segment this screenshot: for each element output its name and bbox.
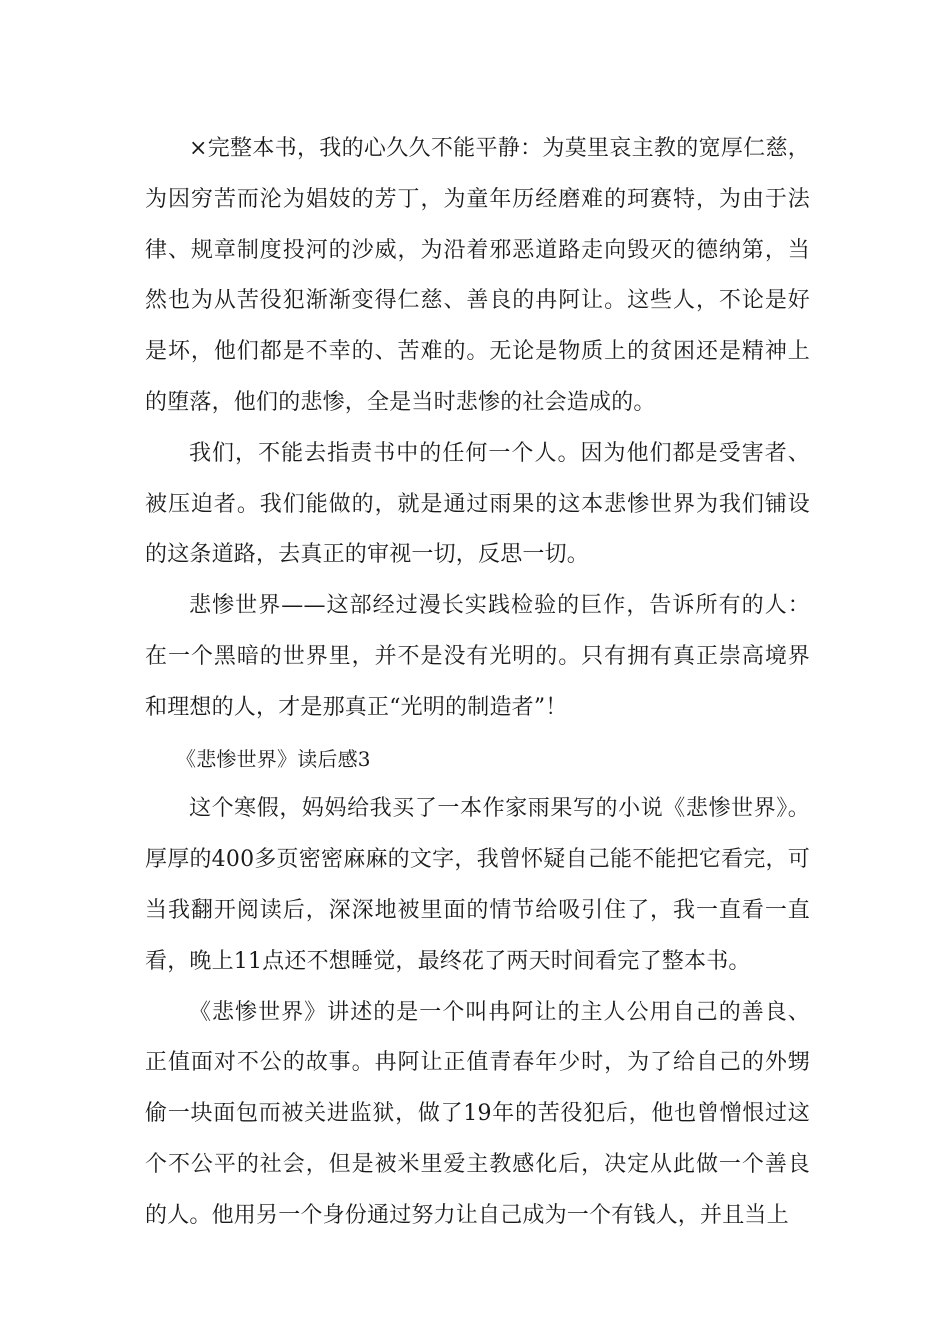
section-heading: 《悲惨世界》读后感3 bbox=[176, 746, 371, 771]
paragraph: 这个寒假，妈妈给我买了一本作家雨果写的小说《悲惨世界》。厚厚的400多页密密麻麻的文字，我曾怀疑自己能不能把它看完，可当我翻开阅读后，深深地被里面的情节给吸引住了，我一直看一直看，晚上11点还不想睡觉，最终花了两天时间看完了整本书。 bbox=[145, 796, 810, 974]
paragraph: 我们，不能去指责书中的任何一个人。因为他们都是受害者、被压迫者。我们能做的，就是通过雨果的这本悲惨世界为我们铺设的这条道路，去真正的审视一切，反思一切。 bbox=[145, 440, 810, 568]
paragraph: ×完整本书，我的心久久不能平静：为莫里哀主教的宽厚仁慈，为因穷苦而沦为娼妓的芳丁，为童年历经磨难的珂赛特，为由于法律、规章制度投河的沙威，为沿着邪恶道路走向毁灭的德纳第，当然也为从苦役犯渐渐变得仁慈、善良的冉阿让。这些人，不论是好是坏，他们都是不幸的、苦难的。无论是物质上的贫困还是精神上的堕落，他们的悲惨，全是当时悲惨的社会造成的。 bbox=[145, 136, 810, 415]
paragraph: 《悲惨世界》讲述的是一个叫冉阿让的主人公用自己的善良、正值面对不公的故事。冉阿让正值青春年少时，为了给自己的外甥偷一块面包而被关进监狱，做了19年的苦役犯后，他也曾憎恨过这个不公平的社会，但是被米里爱主教感化后，决定从此做一个善良的人。他用另一个身份通过努力让自己成为一个有钱人，并且当上 bbox=[145, 999, 810, 1228]
paragraph: 悲惨世界——这部经过漫长实践检验的巨作，告诉所有的人：在一个黑暗的世界里，并不是没有光明的。只有拥有真正崇高境界和理想的人，才是那真正“光明的制造者”！ bbox=[145, 593, 810, 720]
document-body bbox=[145, 124, 810, 1242]
